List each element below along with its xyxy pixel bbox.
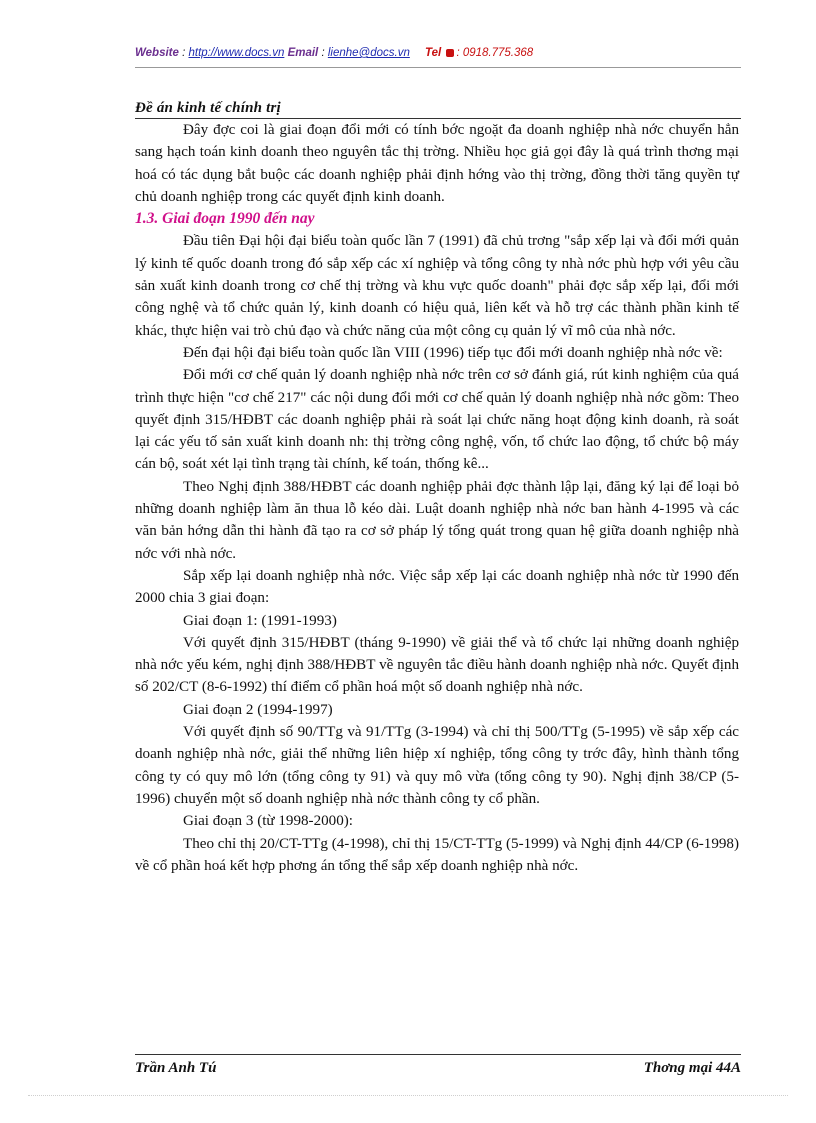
page-edge [28,1095,788,1096]
paragraph: Đến đại hội đại biểu toàn quốc lần VIII (1996) tiếp tục đổi mới doanh nghiệp nhà nớc về: [183,344,723,361]
email-label: Email [287,47,319,59]
document-title: Đề án kinh tế chính trị [135,100,281,116]
footer-class: Thơng mại 44A [643,1060,741,1076]
page-header [135,47,741,67]
footer-author: Trần Anh Tú [135,1060,217,1076]
email-separator: : [318,47,328,59]
footer-divider [135,1054,741,1055]
paragraph: Giai đoạn 3 (từ 1998-2000): [183,813,353,830]
paragraph: Giai đoạn 2 (1994-1997) [183,701,333,718]
paragraph: Đây đợc coi là giai đoạn đổi mới có tính bớc ngoặt đa doanh nghiệp nhà nớc chuyển hẳn sang hạch toán kinh doanh theo nguyên tắc thị trờng. Nhiều học giả gọi đây là quá trình thơng mại hoá có tác dụng bắt buộc các doanh nghiệp phải định hớng vào thị trờng, đồng thời tăng quyền tự chủ doanh nghiệp trong các quyết định kinh doanh. [135,122,739,205]
website-label: Website [135,47,179,59]
paragraph: Với quyết định số 90/TTg và 91/TTg (3-1994) và chỉ thị 500/TTg (5-1995) về sắp xếp các doanh nghiệp nhà nớc, giải thể những liên hiệp xí nghiệp, tổng công ty trớc đây, hình thành tổng công ty có quy mô lớn (tổng công ty 91) và quy mô vừa (tổng công ty 90). Nghị định 38/CP (5-1996) chuyển một số doanh nghiệp nhà nớc thành công ty cổ phần. [135,724,739,807]
phone-icon [446,49,454,57]
document-body [135,119,739,877]
paragraph: Theo Nghị định 388/HĐBT các doanh nghiệp phải đợc thành lập lại, đăng ký lại để loại bỏ những doanh nghiệp làm ăn thua lỗ kéo dài. Luật doanh nghiệp nhà nớc ban hành 4-1995 và các văn bản hớng dẫn thi hành đã tạo ra cơ sở pháp lý tổng quát trong quan hệ giữa doanh nghiệp nhà nớc với nhà nớc. [135,478,739,562]
tel-label: Tel [425,47,442,59]
header-divider [135,67,741,68]
website-separator: : [178,47,189,59]
email-link[interactable]: lienhe@docs.vn [327,47,410,59]
website-link[interactable]: http://www.docs.vn [188,47,285,59]
paragraph: Đầu tiên Đại hội đại biểu toàn quốc lần 7 (1991) đã chủ trơng "sắp xếp lại và đổi mới quản lý kinh tế quốc doanh trong đó sắp xếp các xí nghiệp và tổng công ty nhà nớc phù hợp với yêu cầu sản xuất kinh doanh trong cơ chế thị trờng và khu vực quốc doanh" phải đợc sắp xếp lại, đổi mới công nghệ và tổ chức quản lý, kinh doanh có hiệu quả, liên kết và hỗ trợ các thành phần kinh tế khác, thực hiện vai trò chủ đạo và chức năng của một công cụ quản lý vĩ mô của nhà nớc. [135,233,739,339]
paragraph: Sắp xếp lại doanh nghiệp nhà nớc. Việc sắp xếp lại các doanh nghiệp nhà nớc từ 1990 đến 2000 chia 3 giai đoạn: [135,567,739,607]
tel-value: : 0918.775.368 [456,47,534,59]
paragraph: Giai đoạn 1: (1991-1993) [183,612,337,629]
paragraph: Theo chỉ thị 20/CT-TTg (4-1998), chỉ thị 15/CT-TTg (5-1999) và Nghị định 44/CP (6-1998) về cổ phần hoá kết hợp phơng án tổng thể sắp xếp doanh nghiệp nhà nớc. [135,835,739,874]
paragraph: Với quyết định 315/HĐBT (tháng 9-1990) về giải thể và tổ chức lại những doanh nghiệp nhà nớc yếu kém, nghị định 388/HĐBT về nguyên tắc điều hành doanh nghiệp nhà nớc. Quyết định số 202/CT (8-6-1992) thí điểm cổ phần hoá một số doanh nghiệp nhà nớc. [135,634,739,696]
paragraph: Đổi mới cơ chế quản lý doanh nghiệp nhà nớc trên cơ sở đánh giá, rút kinh nghiệm của quá trình thực hiện "cơ chế 217" các nội dung đổi mới cơ chế quản lý doanh nghiệp nhà nớc gồm: Theo quyết định 315/HĐBT các doanh nghiệp phải rà soát lại chức năng hoạt động kinh doanh, rà soát lại các yếu tố sản xuất kinh doanh nh: thị trờng công nghệ, vốn, tổ chức lao động, tổ chức bộ máy cán bộ, soát xét lại tình trạng tài chính, kế toán, thống kê... [135,367,739,473]
section-heading: 1.3. Giai đoạn 1990 đến nay [135,210,315,228]
